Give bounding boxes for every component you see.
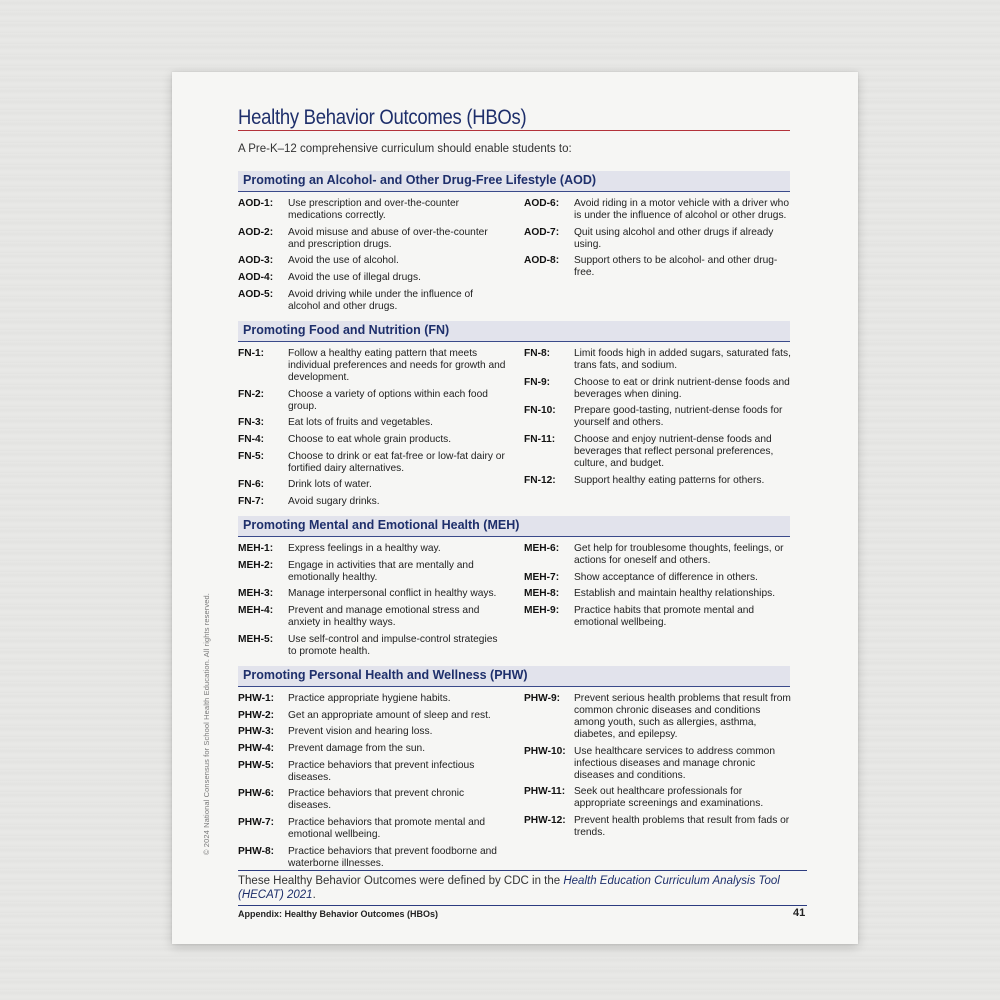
section-fn-left-column [238, 348, 506, 513]
list-item [524, 348, 792, 372]
list-item [524, 572, 792, 584]
list-item [238, 289, 506, 313]
item-code: MEH-7: [524, 571, 560, 583]
item-code: AOD-8: [524, 255, 560, 267]
section-heading-fn [238, 321, 790, 342]
item-code: MEH-3: [238, 588, 274, 600]
item-code: FN-8: [524, 348, 551, 359]
item-code: FN-7: [238, 496, 265, 508]
list-item [238, 434, 506, 446]
list-item [238, 496, 506, 508]
item-text: Practice behaviors that prevent infectious diseases. [288, 759, 475, 783]
item-text: Eat lots of fruits and vegetables. [288, 417, 433, 429]
item-text: Use healthcare services to address common infectious diseases and manage chronic diseases and conditions. [574, 745, 776, 781]
list-item [524, 377, 792, 401]
item-text: Support others to be alcohol- and other drug-free. [574, 255, 778, 279]
section-heading-text: Promoting Food and Nutrition (FN) [243, 323, 450, 337]
list-item [238, 710, 506, 722]
item-text: Express feelings in a healthy way. [288, 543, 441, 554]
item-code: FN-10: [524, 405, 556, 417]
item-code: PHW-5: [238, 759, 275, 771]
footer-appendix-label: Appendix: Healthy Behavior Outcomes (HBOs) [238, 909, 439, 919]
item-text: Engage in activities that are mentally and emotionally healthy. [288, 559, 474, 583]
footer-note [238, 874, 798, 902]
item-code: MEH-2: [238, 559, 274, 571]
list-item [238, 726, 506, 738]
list-item [524, 255, 792, 279]
item-code: MEH-1: [238, 543, 274, 554]
copyright-notice: © 2024 National Consensus for School Health Education. All rights reserved. [202, 593, 211, 855]
section-heading-text: Promoting Personal Health and Wellness (PHW) [243, 668, 528, 682]
item-code: PHW-4: [238, 743, 275, 755]
list-item [238, 543, 506, 555]
item-text: Prevent vision and hearing loss. [288, 726, 433, 738]
list-item [238, 479, 506, 491]
item-text: Prepare good-tasting, nutrient-dense foods for yourself and others. [574, 405, 783, 429]
list-item [238, 255, 506, 267]
page-title: Healthy Behavior Outcomes (HBOs) [238, 106, 527, 129]
section-heading-text: Promoting Mental and Emotional Health (MEH) [243, 518, 520, 532]
item-text: Use self-control and impulse-control strategies to promote health. [288, 633, 498, 657]
item-text: Show acceptance of difference in others. [574, 571, 758, 583]
item-code: FN-2: [238, 388, 265, 400]
list-item [238, 389, 506, 413]
item-text: Practice behaviors that prevent chronic diseases. [288, 788, 465, 812]
page-number: 41 [793, 907, 806, 919]
intro-text: A Pre-K–12 comprehensive curriculum should enable students to: [238, 143, 572, 155]
footer-note-source: Health Education Curriculum Analysis Tool (HECAT) 2021 [238, 875, 780, 901]
item-code: PHW-3: [238, 726, 275, 738]
item-text: Prevent serious health problems that result from common chronic diseases and conditions among youth, such as allergies, asthma, diabetes, and epilepsy. [574, 693, 791, 740]
list-item [524, 227, 792, 251]
item-text: Practice behaviors that prevent foodborne and waterborne illnesses. [288, 845, 497, 869]
item-text: Avoid driving while under the influence of alcohol and other drugs. [288, 288, 474, 312]
list-item [238, 760, 506, 784]
footer-bottom-rule [238, 905, 807, 906]
item-text: Choose to eat or drink nutrient-dense foods and beverages when dining. [574, 376, 790, 400]
list-item [238, 588, 506, 600]
list-item [238, 605, 506, 629]
list-item [524, 198, 792, 222]
item-code: AOD-3: [238, 255, 274, 267]
item-text: Prevent health problems that result from fads or trends. [574, 815, 790, 839]
item-text: Use prescription and over-the-counter medications correctly. [288, 198, 460, 221]
item-text: Choose a variety of options within each food group. [288, 388, 488, 412]
item-code: PHW-8: [238, 845, 275, 857]
item-code: PHW-2: [238, 709, 275, 721]
title-divider [238, 130, 790, 131]
section-heading-text: Promoting an Alcohol- and Other Drug-Free Lifestyle (AOD) [243, 173, 597, 187]
list-item [238, 743, 506, 755]
section-aod-right-column [524, 198, 792, 284]
list-item [238, 634, 506, 658]
item-code: PHW-12: [524, 815, 566, 827]
item-text: Seek out healthcare professionals for appropriate screenings and examinations. [574, 786, 764, 810]
item-code: FN-6: [238, 479, 265, 491]
list-item [238, 788, 506, 812]
item-code: FN-11: [524, 434, 556, 446]
list-item [524, 588, 792, 600]
list-item [238, 846, 506, 870]
item-code: FN-3: [238, 417, 265, 429]
item-code: PHW-1: [238, 693, 275, 704]
item-text: Avoid riding in a motor vehicle with a driver who is under the influence of alcohol or other drugs. [574, 198, 789, 221]
item-code: FN-1: [238, 348, 265, 359]
list-item [238, 560, 506, 584]
section-meh-right-column [524, 543, 792, 634]
item-text: Prevent and manage emotional stress and anxiety in healthy ways. [288, 605, 480, 629]
list-item [238, 417, 506, 429]
section-heading-meh [238, 516, 790, 537]
list-item [238, 817, 506, 841]
item-text: Prevent damage from the sun. [288, 743, 426, 755]
item-text: Limit foods high in added sugars, saturated fats, trans fats, and sodium. [574, 348, 791, 371]
item-code: FN-4: [238, 434, 265, 446]
item-text: Choose to eat whole grain products. [288, 434, 452, 446]
item-text: Practice appropriate hygiene habits. [288, 693, 451, 704]
list-item [524, 475, 792, 487]
item-code: MEH-8: [524, 588, 560, 600]
item-text: Choose and enjoy nutrient-dense foods and beverages that reflect personal preferences, culture, and budget. [574, 434, 774, 470]
item-code: AOD-4: [238, 272, 274, 284]
item-code: PHW-11: [524, 786, 566, 798]
item-code: FN-5: [238, 450, 265, 462]
item-text: Get an appropriate amount of sleep and rest. [288, 709, 491, 721]
item-code: AOD-1: [238, 198, 274, 209]
list-item [524, 434, 792, 470]
section-phw-left-column [238, 693, 506, 875]
item-code: MEH-5: [238, 633, 274, 645]
section-fn-right-column [524, 348, 792, 491]
item-text: Avoid sugary drinks. [288, 496, 380, 508]
item-text: Avoid the use of illegal drugs. [288, 272, 421, 284]
item-code: PHW-7: [238, 817, 275, 829]
item-code: AOD-5: [238, 288, 274, 300]
item-code: MEH-9: [524, 605, 560, 617]
item-text: Manage interpersonal conflict in healthy ways. [288, 588, 497, 600]
list-item [524, 746, 792, 782]
item-text: Establish and maintain healthy relationships. [574, 588, 776, 600]
list-item [524, 405, 792, 429]
item-code: AOD-6: [524, 198, 560, 209]
footer-top-rule [238, 870, 807, 871]
item-text: Drink lots of water. [288, 479, 372, 491]
item-code: FN-9: [524, 376, 551, 388]
section-phw-right-column [524, 693, 792, 844]
item-text: Follow a healthy eating pattern that meets individual preferences and needs for growth and development. [288, 348, 506, 383]
item-text: Practice habits that promote mental and emotional wellbeing. [574, 605, 755, 629]
list-item [524, 693, 792, 741]
item-text: Avoid the use of alcohol. [288, 255, 399, 267]
item-code: AOD-2: [238, 226, 274, 238]
list-item [238, 451, 506, 475]
list-item [238, 198, 506, 222]
item-code: MEH-6: [524, 543, 560, 554]
item-text: Avoid misuse and abuse of over-the-counter and prescription drugs. [288, 226, 488, 250]
list-item [524, 605, 792, 629]
section-heading-aod [238, 171, 790, 192]
list-item [238, 272, 506, 284]
list-item [524, 543, 792, 567]
item-code: AOD-7: [524, 226, 560, 238]
item-code: MEH-4: [238, 605, 274, 617]
item-text: Choose to drink or eat fat-free or low-fat dairy or fortified dairy alternatives. [288, 450, 505, 474]
list-item [238, 348, 506, 384]
item-code: PHW-9: [524, 693, 561, 704]
item-text: Quit using alcohol and other drugs if already using. [574, 226, 774, 250]
list-item [524, 786, 792, 810]
item-code: FN-12: [524, 474, 556, 486]
section-heading-phw [238, 666, 790, 687]
item-text: Practice behaviors that promote mental and emotional wellbeing. [288, 817, 486, 841]
item-code: PHW-6: [238, 788, 275, 800]
item-code: PHW-10: [524, 745, 566, 757]
footer-note-suffix: . [312, 889, 316, 901]
list-item [524, 815, 792, 839]
item-text: Get help for troublesome thoughts, feelings, or actions for oneself and others. [574, 543, 784, 566]
item-text: Support healthy eating patterns for others. [574, 474, 765, 486]
list-item [238, 693, 506, 705]
section-aod-left-column [238, 198, 506, 317]
footer-note-prefix: These Healthy Behavior Outcomes were defined by CDC in the [238, 875, 564, 887]
section-meh-left-column [238, 543, 506, 662]
list-item [238, 227, 506, 251]
